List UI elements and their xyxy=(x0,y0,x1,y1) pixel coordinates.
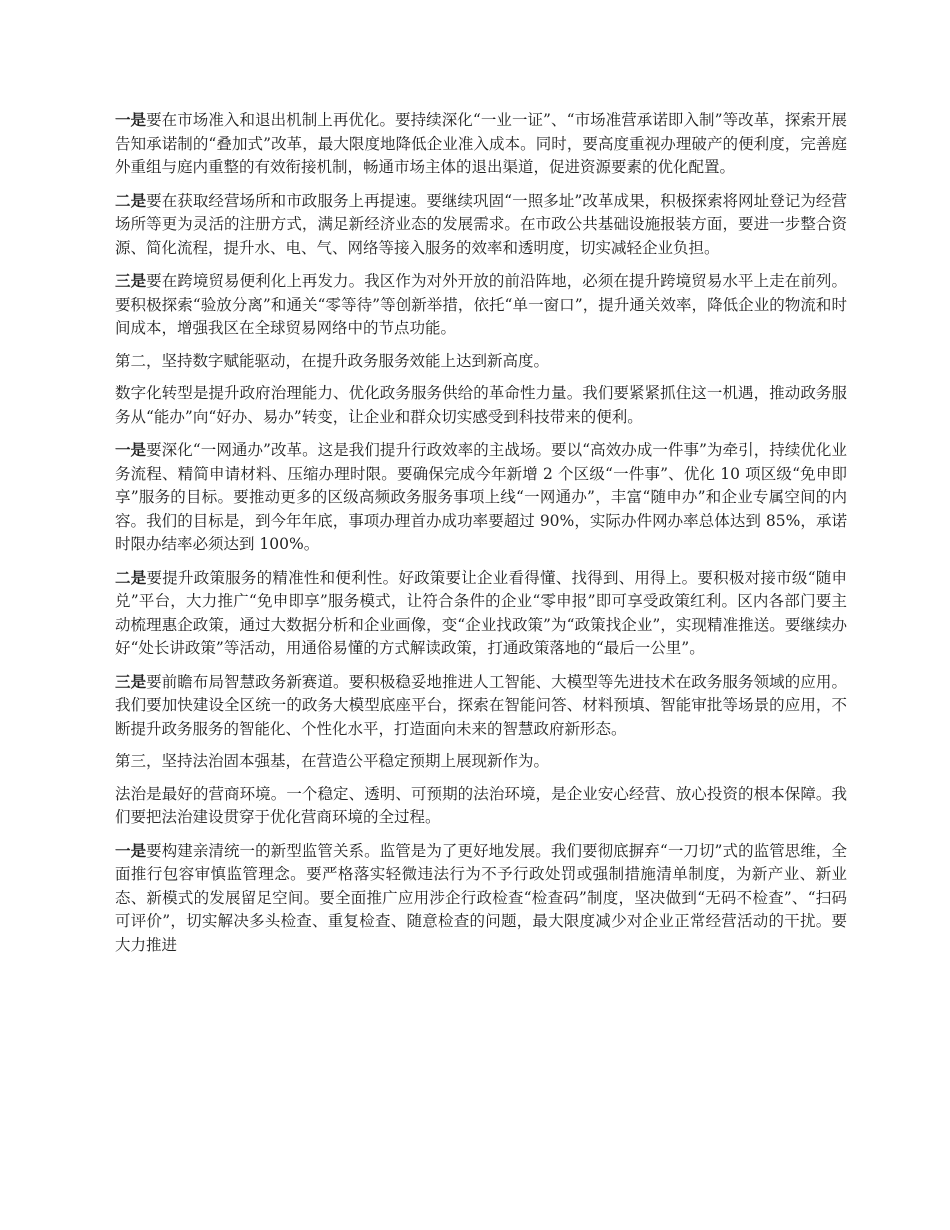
paragraph-text: 第二，坚持数字赋能驱动，在提升政务服务效能上达到新高度。 xyxy=(115,351,550,370)
paragraph-text: 要在获取经营场所和市政服务上再提速。要继续巩固“一照多址”改革成果，积极探索将网址登记为经营场所等更为灵活的注册方式，满足新经济业态的发展需求。在市政公共基础设施报装方面，要进一步整合资源、简化流程，提升水、电、气、网络等接入服务的效率和透明度，切实减轻企业负担。 xyxy=(115,191,847,257)
paragraph-lead: 一是 xyxy=(115,440,147,459)
paragraph-business-premises xyxy=(115,189,847,261)
paragraph-lead: 三是 xyxy=(115,671,147,691)
paragraph-market-entry xyxy=(115,108,847,180)
paragraph-cross-border-trade xyxy=(115,269,847,341)
paragraph-text: 要在跨境贸易便利化上再发力。我区作为对外开放的前沿阵地，必须在提升跨境贸易水平上走在前列。要积极探索“验放分离”和通关“零等待”等创新举措，依托“单一窗口”，提升通关效率，降低企业的物流和时间成本，增强我区在全球贸易网络中的节点功能。 xyxy=(115,272,847,337)
paragraph-digital-intro xyxy=(115,382,847,429)
paragraph-text: 要深化“一网通办”改革。这是我们提升行政效率的主战场。要以“高效办成一件事”为牵引，持续优化业务流程、精简申请材料、压缩办理时限。要确保完成今年新增 2 个区级“一件事”、优化 10 项区级“免申即享”服务的目标。要推动更多的区级高频政务服务事项上线“一网通办”，丰富“随申办”和企业专属空间的内容。我们的目标是，到今年年底，事项办理首办成功率要超过 90%，实际办件网办率总体达到 85%，承诺时限办结率必须达到 100%。 xyxy=(115,441,847,553)
paragraph-text: 法治是最好的营商环境。一个稳定、透明、可预期的法治环境，是企业安心经营、放心投资的根本保障。我们要把法治建设贯穿于优化营商环境的全过程。 xyxy=(115,784,847,826)
paragraph-rule-of-law-intro xyxy=(115,783,847,830)
document-body xyxy=(115,108,847,966)
paragraph-lead: 一是 xyxy=(115,840,147,860)
paragraph-lead: 二是 xyxy=(115,190,147,210)
paragraph-text: 要构建亲清统一的新型监管关系。监管是为了更好地发展。我们要彻底摒弃“一刀切”式的监管思维，全面推行包容审慎监管理念。要严格落实轻微违法行为不予行政处罚或强制措施清单制度，为新产业、新业态、新模式的发展留足空间。要全面推广应用涉企行政检查“检查码”制度，坚决做到“无码不检查”、“扫码可评价”，切实解决多头检查、重复检查、随意检查的问题，最大限度减少对企业正常经营活动的干扰。要大力推进 xyxy=(115,841,847,954)
paragraph-regulation xyxy=(115,839,847,958)
paragraph-text: 要提升政策服务的精准性和便利性。好政策要让企业看得懂、找得到、用得上。要积极对接市级“随申兑”平台，大力推广“免申即享”服务模式，让符合条件的企业“零申报”即可享受政策红利。区内各部门要主动梳理惠企政策，通过大数据分析和企业画像，变“企业找政策”为“政策找企业”，实现精准推送。要继续办好“处长讲政策”等活动，用通俗易懂的方式解读政策，打通政策落地的“最后一公里”。 xyxy=(115,568,847,657)
paragraph-text: 要在市场准入和退出机制上再优化。要持续深化“一业一证”、“市场准营承诺即入制”等改革，探索开展告知承诺制的“叠加式”改革，最大限度地降低企业准入成本。同时，要高度重视办理破产的便利度，完善庭外重组与庭内重整的有效衔接机制，畅通市场主体的退出渠道，促进资源要素的优化配置。 xyxy=(115,111,847,176)
paragraph-text: 第三，坚持法治固本强基，在营造公平稳定预期上展现新作为。 xyxy=(115,752,550,770)
paragraph-lead: 三是 xyxy=(115,271,147,290)
section-heading-third xyxy=(115,750,847,774)
paragraph-smart-government xyxy=(115,670,847,742)
paragraph-text: 数字化转型是提升政府治理能力、优化政务服务供给的革命性力量。我们要紧紧抓住这一机遇，推动政务服务从“能办”向“好办、易办”转变，让企业和群众切实感受到科技带来的便利。 xyxy=(115,384,847,426)
paragraph-one-network xyxy=(115,438,847,557)
paragraph-lead: 一是 xyxy=(115,110,147,129)
paragraph-lead: 二是 xyxy=(115,567,147,587)
paragraph-policy-service xyxy=(115,566,847,661)
paragraph-text: 要前瞻布局智慧政务新赛道。要积极稳妥地推进人工智能、大模型等先进技术在政务服务领域的应用。我们要加快建设全区统一的政务大模型底座平台，探索在智能问答、材料预填、智能审批等场景的应用，不断提升政务服务的智能化、个性化水平，打造面向未来的智慧政府新形态。 xyxy=(115,672,847,738)
section-heading-second xyxy=(115,350,847,374)
